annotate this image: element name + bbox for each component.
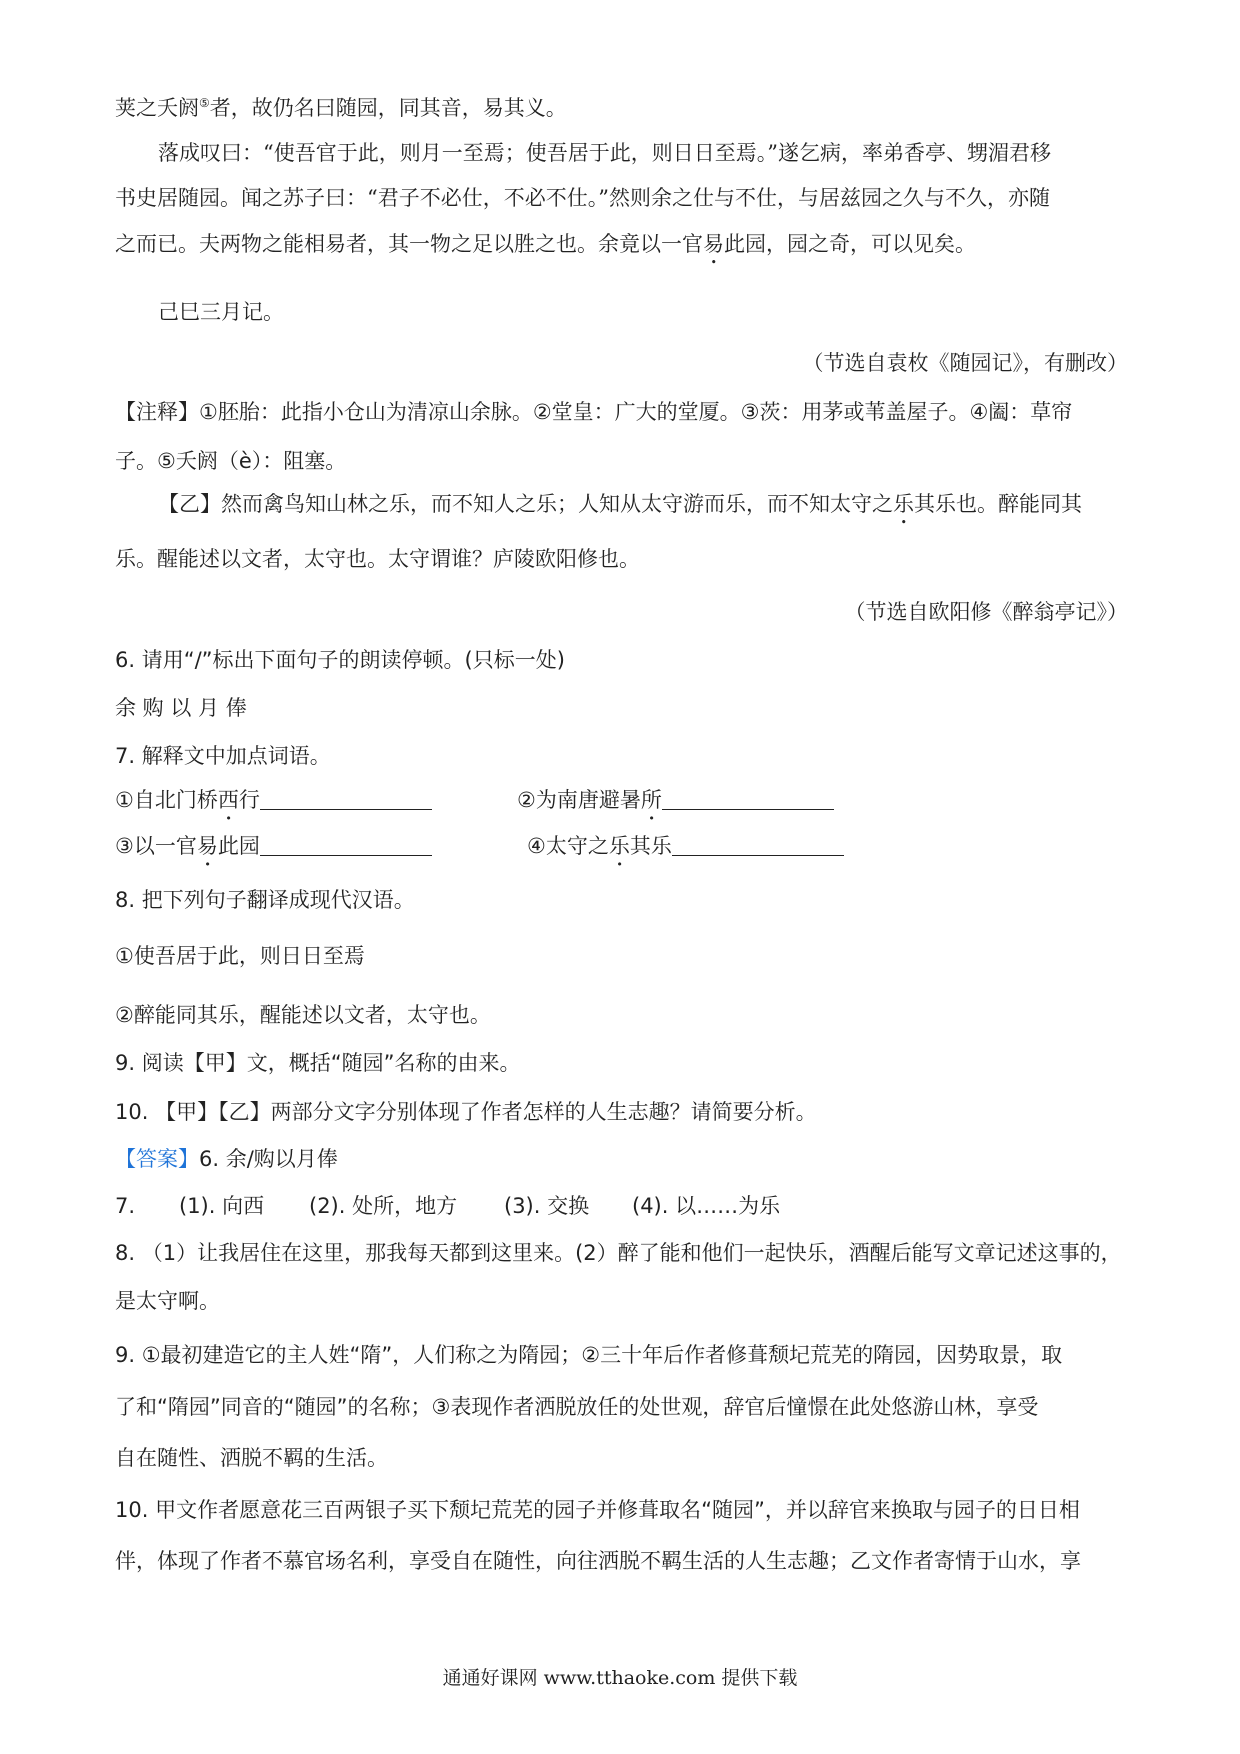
- question-7-item-3: [115, 831, 432, 871]
- answer-blank[interactable]: [672, 833, 844, 856]
- passage-a-line-2: 落成叹曰：“使吾官于此，则月一至焉；使吾居于此，则日日至焉。”遂乞病，率弟香亭、甥湄君移: [158, 141, 1051, 165]
- emphasized-word: 所: [640, 788, 662, 812]
- passage-b-source: （节选自欧阳修《醉翁亭记》）: [844, 600, 1128, 624]
- passage-b-line-1: [158, 489, 1082, 529]
- text: 【乙】然而禽鸟知山林之乐，而不知人之乐；人知从太守游而乐，而不知太守之: [158, 492, 893, 516]
- answer-7-item-1: (1). 向西: [179, 1194, 265, 1218]
- answer-7-item-3: (3). 交换: [504, 1194, 590, 1218]
- answer-8-line-1: 8. （1）让我居住在这里，那我每天都到这里来。(2）醉了能和他们一起快乐，酒醒后能写文章记述这事的，: [115, 1241, 1122, 1265]
- question-7-item-2: [517, 785, 834, 825]
- answer-blank[interactable]: [260, 833, 432, 856]
- question-8: 8. 把下列句子翻译成现代汉语。: [115, 888, 415, 912]
- text: ①自北门桥: [115, 788, 218, 812]
- passage-a-line-3: 书史居随园。闻之苏子曰：“君子不必仕，不必不仕。”然则余之仕与不仕，与居兹园之久与不久，亦随: [115, 186, 1050, 210]
- question-7-item-1: [115, 785, 432, 825]
- emphasized-word: 乐: [608, 834, 630, 858]
- text: 荚之夭阏: [115, 96, 199, 120]
- text: 7.: [115, 1194, 136, 1218]
- answer-9-line-3: 自在随性、洒脱不羁的生活。: [115, 1446, 388, 1470]
- question-8-item-2: ②醉能同其乐，醒能述以文者，太守也。: [115, 1003, 491, 1027]
- answer-label: 【答案】: [115, 1147, 199, 1171]
- text: 6. 余/购以月俸: [199, 1147, 338, 1171]
- text: 行: [238, 788, 260, 812]
- answer-7: [115, 1191, 135, 1221]
- passage-a-source: （节选自袁枚《随园记》，有删改）: [802, 351, 1128, 375]
- answer-10-line-1: 10. 甲文作者愿意花三百两银子买下颓圮荒芜的园子并修葺取名“随园”，并以辞官来换取与园子的日日相: [115, 1498, 1080, 1522]
- answer-10-line-2: 伴，体现了作者不慕官场名利，享受自在随性，向往洒脱不羁生活的人生志趣；乙文作者寄情于山水，享: [115, 1549, 1081, 1573]
- question-8-item-1: ①使吾居于此，则日日至焉: [115, 944, 365, 968]
- passage-a-line-4: [115, 229, 976, 269]
- text: 之而已。夫两物之能相易者，其一物之足以胜之也。余竟以一官: [115, 232, 703, 256]
- emphasized-word: 易: [703, 232, 724, 256]
- question-7: 7. 解释文中加点词语。: [115, 744, 331, 768]
- notes-line-1: 【注释】①胚胎：此指小仓山为清凉山余脉。②堂皇：广大的堂厦。③茨：用茅或苇盖屋子。④阖：草帘: [115, 400, 1073, 424]
- notes-line-2: 子。⑤夭阏（è）：阻塞。: [115, 449, 347, 473]
- answer-7-item-2: (2). 处所，地方: [309, 1194, 458, 1218]
- answer-7-item-4: (4). 以……为乐: [632, 1194, 781, 1218]
- question-9: 9. 阅读【甲】文，概括“随园”名称的由来。: [115, 1051, 521, 1075]
- text: 者，故仍名曰随园，同其音，易其义。: [209, 96, 567, 120]
- answer-9-line-2: 了和“隋园”同音的“随园”的名称；③表现作者洒脱放任的处世观，辞官后憧憬在此处悠游山林，享受: [115, 1395, 1039, 1419]
- text: ④太守之: [527, 834, 609, 858]
- text: 其乐也。醉能同其: [914, 492, 1082, 516]
- passage-a-line-1: [115, 93, 567, 123]
- question-7-item-4: [527, 831, 844, 871]
- answer-9-line-1: 9. ①最初建造它的主人姓“隋”，人们称之为隋园；②三十年后作者修葺颓圮荒芜的隋园，因势取景，取: [115, 1343, 1063, 1367]
- question-6: 6. 请用“/”标出下面句子的朗读停顿。(只标一处): [115, 648, 565, 672]
- emphasized-word: 西: [217, 788, 239, 812]
- text: ③以一官: [115, 834, 197, 858]
- text: 其乐: [629, 834, 672, 858]
- question-6-sentence: 余 购 以 月 俸: [115, 696, 247, 720]
- footnote-marker: ⑤: [199, 96, 210, 110]
- text: ②为南唐避暑: [517, 788, 641, 812]
- answer-8-line-2: 是太守啊。: [115, 1289, 220, 1313]
- answer-blank[interactable]: [662, 787, 834, 810]
- passage-a-line-5: 己巳三月记。: [158, 300, 284, 324]
- passage-b-line-2: 乐。醒能述以文者，太守也。太守谓谁？庐陵欧阳修也。: [115, 547, 640, 571]
- answer-blank[interactable]: [260, 787, 432, 810]
- emphasized-word: 易: [196, 834, 218, 858]
- text: 此园: [217, 834, 260, 858]
- answer-6: [115, 1144, 338, 1174]
- emphasized-word: 乐: [893, 492, 914, 516]
- page-footer: 通通好课网 www.tthaoke.com 提供下载: [442, 1667, 798, 1689]
- question-10: 10. 【甲】【乙】两部分文字分别体现了作者怎样的人生志趣？请简要分析。: [115, 1100, 817, 1124]
- text: 此园，园之奇，可以见矣。: [724, 232, 976, 256]
